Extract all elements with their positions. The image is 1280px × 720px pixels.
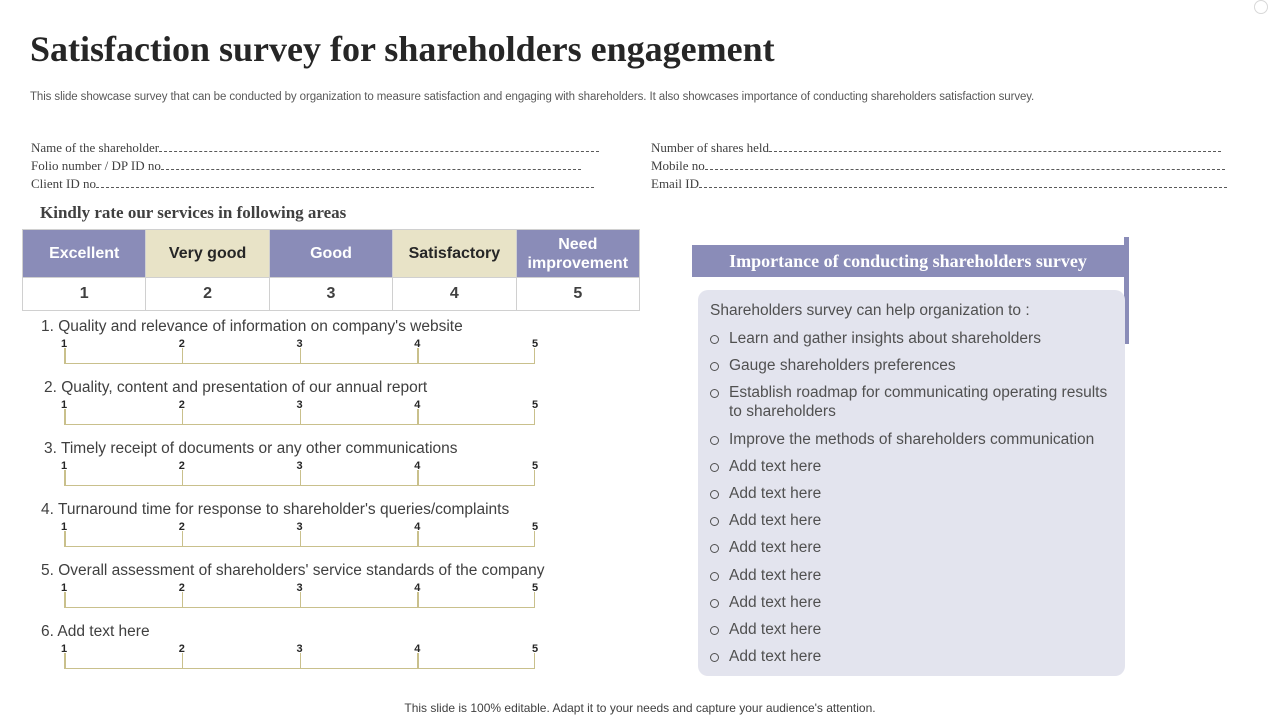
scale-tick-label: 5 (531, 399, 539, 411)
scale-tick[interactable] (64, 348, 66, 364)
scale-tick[interactable] (182, 470, 184, 486)
scale-tick-label: 4 (414, 643, 421, 655)
scale-tick-label: 1 (60, 521, 68, 533)
scale-tick-label: 3 (296, 521, 303, 533)
scale-tick-label: 4 (414, 582, 421, 594)
scale-tick[interactable] (417, 592, 419, 608)
circle-bullet-icon (710, 490, 719, 499)
question-2: 2. Quality, content and presentation of our annual report (44, 379, 428, 396)
scale-tick[interactable] (534, 531, 536, 547)
scale-tick[interactable] (534, 470, 536, 486)
scale-tick[interactable] (182, 653, 184, 669)
scale-number: 3 (269, 278, 392, 311)
scale-tick[interactable] (417, 653, 419, 669)
scale-tick-label: 2 (178, 460, 185, 472)
scale-tick-label: 2 (178, 338, 185, 350)
rating-scale-table (22, 229, 640, 311)
scale-tick-label: 2 (178, 582, 185, 594)
importance-bullet: Gauge shareholders preferences (710, 356, 1119, 375)
scale-header-excellent: Excellent (23, 230, 146, 278)
scale-tick[interactable] (417, 348, 419, 364)
scale-tick[interactable] (182, 531, 184, 547)
importance-bullet: Add text here (710, 566, 1119, 585)
scale-tick-label: 5 (531, 338, 539, 350)
scale-number: 2 (146, 278, 269, 311)
rating-scale-1[interactable] (60, 338, 539, 372)
question-4: 4. Turnaround time for response to shareholder's queries/complaints (41, 501, 510, 518)
question-6: 6. Add text here (41, 623, 150, 640)
scale-tick[interactable] (417, 531, 419, 547)
question-3: 3. Timely receipt of documents or any other communications (44, 440, 458, 457)
importance-bullet: Add text here (710, 484, 1119, 503)
scale-tick[interactable] (64, 592, 66, 608)
field-shareholder-name[interactable] (31, 140, 631, 156)
scale-tick[interactable] (534, 592, 536, 608)
importance-header: Importance of conducting shareholders survey (692, 245, 1124, 277)
scale-tick[interactable] (300, 348, 302, 364)
circle-bullet-icon (710, 517, 719, 526)
scale-tick-label: 5 (531, 582, 539, 594)
scale-tick[interactable] (300, 470, 302, 486)
scale-tick[interactable] (417, 470, 419, 486)
scale-header-good: Good (269, 230, 392, 278)
importance-bullet: Learn and gather insights about shareholders (710, 329, 1119, 348)
field-client-id[interactable] (31, 176, 631, 192)
scale-tick-label: 2 (178, 399, 185, 411)
scale-tick[interactable] (64, 409, 66, 425)
question-5: 5. Overall assessment of shareholders' service standards of the company (41, 562, 545, 579)
scale-tick-label: 5 (531, 460, 539, 472)
scale-tick-label: 1 (60, 643, 68, 655)
rating-scale-6[interactable] (60, 643, 539, 677)
field-blank (705, 160, 1225, 170)
scale-tick-label: 4 (414, 399, 421, 411)
question-1: 1. Quality and relevance of information on company's website (41, 318, 463, 335)
scale-tick[interactable] (64, 653, 66, 669)
importance-bullet: Improve the methods of shareholders communication (710, 430, 1119, 449)
scale-tick-label: 5 (531, 521, 539, 533)
circle-bullet-icon (710, 389, 719, 398)
circle-bullet-icon (710, 653, 719, 662)
scale-tick-label: 4 (414, 460, 421, 472)
field-label: Folio number / DP ID no (31, 158, 161, 173)
scale-header-very-good: Very good (146, 230, 269, 278)
scale-header-need-improvement: Need improvement (516, 230, 639, 278)
scale-number: 1 (23, 278, 146, 311)
scale-tick[interactable] (64, 531, 66, 547)
field-label: Mobile no (651, 158, 705, 173)
importance-bullet: Add text here (710, 511, 1119, 530)
scale-tick[interactable] (300, 653, 302, 669)
scale-tick-label: 3 (296, 338, 303, 350)
scale-tick[interactable] (417, 409, 419, 425)
scale-tick-label: 2 (178, 521, 185, 533)
field-blank (159, 142, 599, 152)
field-label: Name of the shareholder (31, 140, 160, 155)
field-shares-held[interactable] (651, 140, 1246, 156)
scale-tick[interactable] (300, 409, 302, 425)
importance-bullet: Add text here (710, 620, 1119, 639)
page-title: Satisfaction survey for shareholders engagement (30, 29, 775, 69)
scale-tick[interactable] (534, 409, 536, 425)
scale-tick-label: 3 (296, 460, 303, 472)
scale-tick[interactable] (534, 653, 536, 669)
circle-bullet-icon (710, 335, 719, 344)
scale-tick[interactable] (64, 470, 66, 486)
importance-bullet: Add text here (710, 647, 1119, 666)
scale-tick[interactable] (182, 592, 184, 608)
circle-bullet-icon (710, 362, 719, 371)
scale-tick-label: 2 (178, 643, 185, 655)
circle-bullet-icon (710, 544, 719, 553)
importance-bullet: Add text here (710, 593, 1119, 612)
rating-scale-3[interactable] (60, 460, 539, 494)
scale-number: 5 (516, 278, 639, 311)
circle-bullet-icon (710, 599, 719, 608)
scale-header-satisfactory: Satisfactory (393, 230, 516, 278)
scale-number: 4 (393, 278, 516, 311)
field-blank (699, 178, 1227, 188)
scale-tick-label: 1 (60, 399, 68, 411)
field-email-id[interactable] (651, 176, 1246, 192)
scale-tick[interactable] (300, 531, 302, 547)
footer-note: This slide is 100% editable. Adapt it to your needs and capture your audience's attention. (404, 701, 876, 715)
scale-tick-label: 1 (60, 582, 68, 594)
rating-scale-4[interactable] (60, 521, 539, 555)
scale-tick-label: 1 (60, 460, 68, 472)
scale-tick[interactable] (300, 592, 302, 608)
rating-scale-2[interactable] (60, 399, 539, 433)
scale-tick-label: 3 (296, 643, 303, 655)
scale-tick-label: 5 (531, 643, 539, 655)
importance-intro: Shareholders survey can help organization to : (710, 302, 1030, 319)
scale-tick-label: 3 (296, 582, 303, 594)
circle-bullet-icon (710, 572, 719, 581)
page-subtitle: This slide showcase survey that can be conducted by organization to measure satisfaction and engaging with shareholders. It also showcases importance of conducting shareholders satisfaction survey. (30, 91, 1035, 103)
field-blank (161, 160, 581, 170)
importance-bullet: Add text here (710, 538, 1119, 557)
field-folio-number[interactable] (31, 158, 631, 174)
scale-tick[interactable] (182, 348, 184, 364)
field-label: Email ID (651, 176, 700, 191)
circle-bullet-icon (710, 626, 719, 635)
scale-tick-label: 4 (414, 338, 421, 350)
field-mobile-no[interactable] (651, 158, 1246, 174)
rating-scale-5[interactable] (60, 582, 539, 616)
rating-heading: Kindly rate our services in following areas (40, 203, 347, 222)
scale-tick-label: 1 (60, 338, 68, 350)
circle-bullet-icon (710, 436, 719, 445)
scale-tick[interactable] (534, 348, 536, 364)
importance-bullet: Establish roadmap for communicating operating results to shareholders (710, 383, 1119, 421)
scale-tick-label: 3 (296, 399, 303, 411)
field-label: Client ID no (31, 176, 96, 191)
circle-bullet-icon (710, 463, 719, 472)
corner-decoration (1254, 0, 1268, 14)
field-label: Number of shares held (651, 140, 770, 155)
scale-tick-label: 4 (414, 521, 421, 533)
importance-bullet: Add text here (710, 457, 1119, 476)
field-blank (769, 142, 1221, 152)
field-blank (96, 178, 594, 188)
scale-tick[interactable] (182, 409, 184, 425)
